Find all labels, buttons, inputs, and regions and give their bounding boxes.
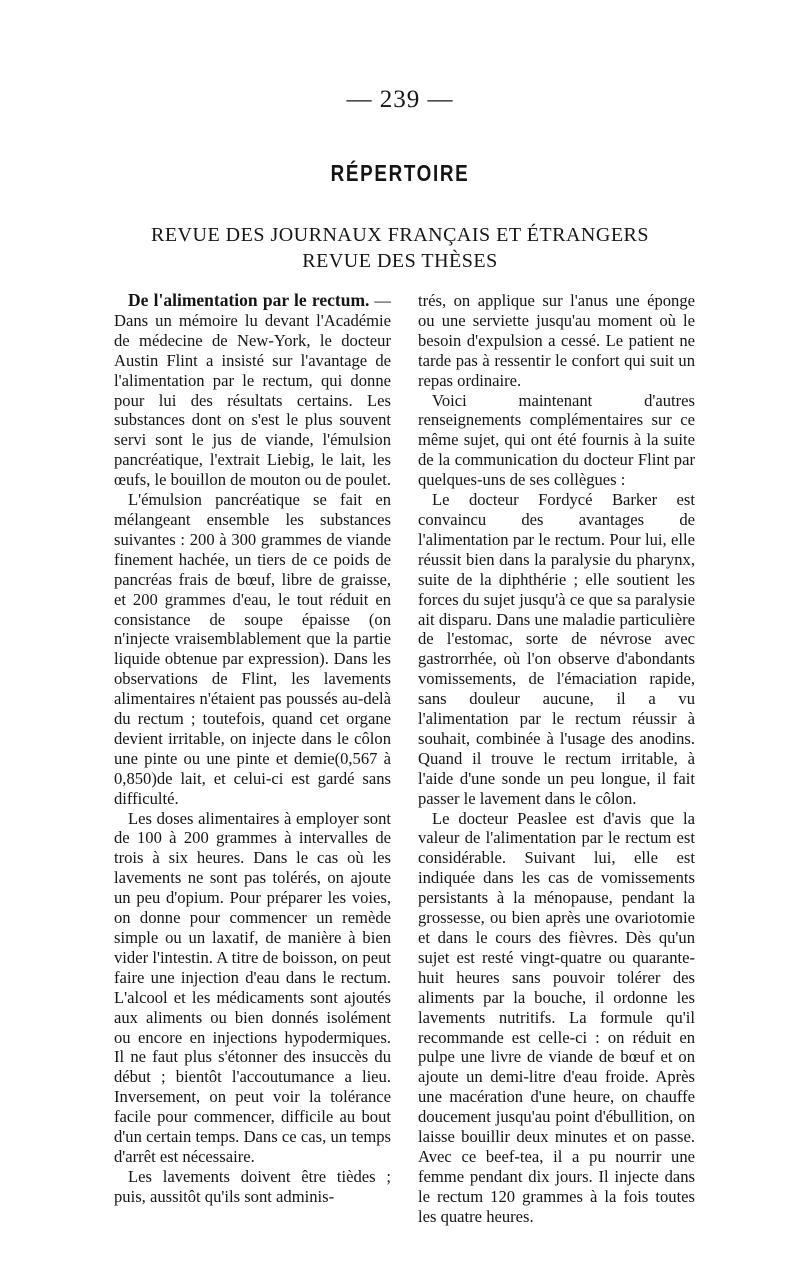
left-column	[114, 291, 391, 1207]
page-number: — 239 —	[346, 86, 454, 113]
paragraph-renseignements: Voici maintenant d'autres renseignements complémentaires sur ce même sujet, qui ont été fournis à la suite de la communication du docteur Flint par quelques-uns de ses collègues :	[418, 390, 695, 490]
paragraph-continuation: trés, on applique sur l'anus une éponge ou une serviette jusqu'au moment où le besoin d'expulsion a cessé. Le patient ne tarde pas à ressentir le confort qui suit un repas ordinaire.	[418, 291, 695, 390]
section-title: RÉPERTOIRE	[330, 160, 470, 186]
paragraph-doses: Les doses alimentaires à employer sont de 100 à 200 grammes à intervalles de trois à six heures. Dans le cas où les lavements ne sont pas tolérés, on ajoute un peu d'opium. Pour préparer les voies, on donne pour commencer un remède simple ou un laxatif, de manière à bien vider l'intestin. A titre de boisson, on peut faire une injection d'eau dans le rectum. L'alcool et les médicaments sont ajoutés aux aliments ou bien donnés isolément ou encore en injections hypodermiques. Il ne faut plus s'étonner des insuccès du début ; bientôt l'accoutumance a lieu. Inversement, on peut voir la tolérance facile pour commencer, difficile au bout d'un certain temps. Dans ce cas, un temps d'arrêt est nécessaire.	[114, 808, 391, 1166]
paragraph-barker: Le docteur Fordycé Barker est convaincu des avantages de l'alimentation par le rectum. Pour lui, elle réussit bien dans la paralysie du pharynx, suite de la diphthérie ; elle soutient les forces du sujet jusqu'à ce que sa paralysie ait disparu. Dans une maladie particulière de l'estomac, sorte de névrose avec gastrorrhée, où l'on observe d'abondants vomissements, de l'émaciation rapide, sans douleur aucune, il a vu l'alimentation par le rectum réussir à souhait, combinée à l'usage des anodins. Quand il trouve le rectum irritable, à l'aide d'une sonde un peu longue, il fait passer le lavement dans le côlon.	[418, 490, 695, 808]
article-title: De l'alimentation par le rectum.	[128, 290, 370, 310]
paragraph-emulsion: L'émulsion pancréatique se fait en mélangeant ensemble les substances suivantes : 200 à 300 grammes de viande finement hachée, un tiers de ce poids de pancréas frais de bœuf, libre de graisse, et 200 grammes d'eau, le tout réduit en consistance de soupe épaisse (on n'injecte vraisemblablement que la partie liquide obtenue par expression). Dans les observations de Flint, les lavements alimentaires n'étaient pas poussés au-delà du rectum ; toutefois, quand cet organe devient irritable, on injecte dans le côlon une pinte ou une pinte et demie(0,567 à 0,850)de lait, et celui-ci est gardé sans difficulté.	[114, 490, 391, 808]
paragraph-intro-text: — Dans un mémoire lu devant l'Académie de médecine de New-York, le docteur Austin Flint a insisté sur l'avantage de l'alimentation par le rectum, qui donne pour lui des résultats certains. Les substances dont on s'est le plus souvent servi sont le jus de viande, l'émulsion pancréatique, l'extrait Liebig, le lait, les œufs, le bouillon de mouton ou de poulet.	[114, 291, 391, 490]
right-column	[418, 291, 695, 1227]
paragraph-peaslee: Le docteur Peaslee est d'avis que la valeur de l'alimentation par le rectum est considérable. Suivant lui, elle est indiquée dans les cas de vomissements persistants à la ménopause, pendant la grossesse, ou bien après une ovariotomie et dans le cours des fièvres. Dès qu'un sujet est resté vingt-quatre ou quarante-huit heures sans pouvoir tolérer des aliments par la bouche, il ordonne les lavements nutritifs. La formule qu'il recommande est celle-ci : on réduit en pulpe une livre de viande de bœuf et on ajoute un demi-litre d'eau froide. Après une macération d'une heure, on chauffe doucement jusqu'au point d'ébullition, on laisse bouillir deux minutes et on passe. Avec ce beef-tea, il a pu nourrir une femme pendant dix jours. Il injecte dans le rectum 120 grammes à la fois toutes les quatre heures.	[418, 808, 695, 1226]
paragraph-lavements: Les lavements doivent être tièdes ; puis, aussitôt qu'ils sont adminis-	[114, 1166, 391, 1206]
subtitle-journals: REVUE DES JOURNAUX FRANÇAIS ET ÉTRANGERS	[151, 224, 649, 246]
subtitle-theses: REVUE DES THÈSES	[302, 250, 498, 272]
paragraph-intro	[114, 291, 391, 490]
